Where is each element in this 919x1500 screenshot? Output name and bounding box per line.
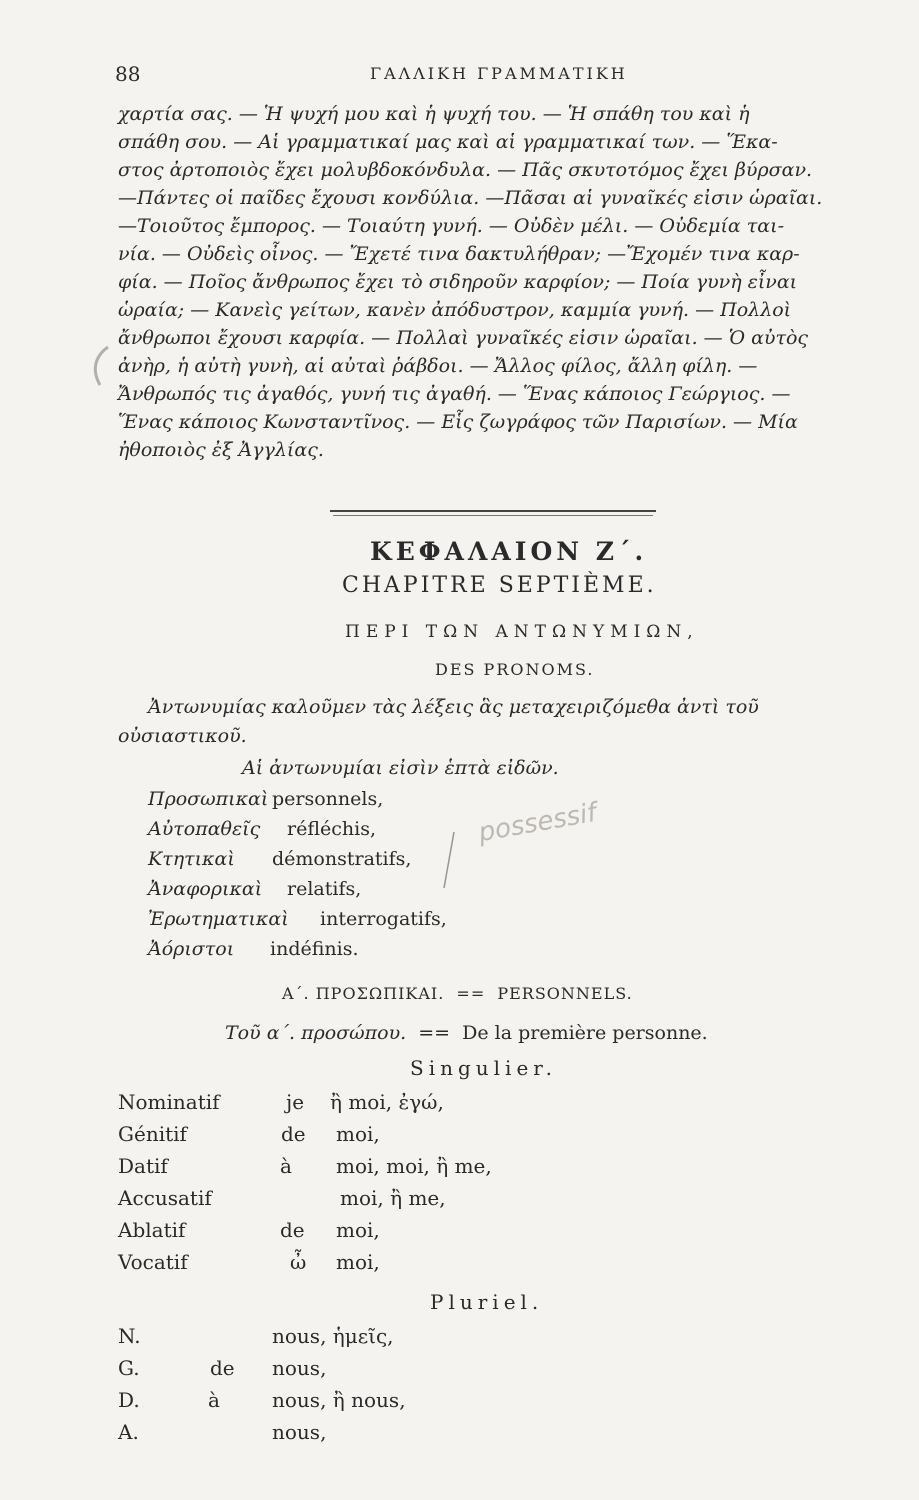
paragraph-line: ἀνὴρ, ἡ αὐτὴ γυνὴ, αἱ αὐταὶ ῥάβδοι. — Ἄλλος φίλος, ἄλλη φίλη. —: [118, 355, 758, 377]
case-prep: ὦ: [290, 1250, 307, 1274]
paragraph-line: Ἕνας κάποιος Κωνσταντῖνος. — Εἷς ζωγράφος τῶν Παρισίων. — Μία: [118, 411, 798, 433]
section-divider-thin: [333, 515, 653, 516]
case-prep: je: [286, 1090, 305, 1114]
case-forms: moi,: [336, 1122, 380, 1146]
case-forms: moi,: [336, 1250, 380, 1274]
chapter-title-french: CHAPITRE SEPTIÈME.: [342, 573, 657, 598]
case-name: A.: [118, 1420, 139, 1444]
case-name: Génitif: [118, 1122, 187, 1146]
paragraph-line: ἠθοποιὸς ἐξ Ἀγγλίας.: [118, 439, 324, 461]
section-divider: [330, 510, 656, 512]
subsection-greek: Τοῦ α΄. προσώπου.: [225, 1022, 407, 1044]
margin-pencil-stroke: [88, 345, 114, 389]
singular-heading: Singulier.: [410, 1056, 558, 1080]
paragraph-line: Ἄνθρωπός τις ἀγαθός, γυνή τις ἀγαθή. — Ἕνας κάποιος Γεώργιος. —: [118, 383, 791, 405]
chapter-title-greek: ΚΕΦΑΛΑΙΟΝ Ζ΄.: [370, 537, 648, 566]
case-forms: nous, ἡμεῖς,: [272, 1324, 394, 1348]
case-forms: nous, ἢ nous,: [272, 1388, 406, 1412]
case-name: Accusatif: [118, 1186, 212, 1210]
case-prep: à: [208, 1388, 220, 1412]
section-heading-french: PERSONNELS.: [497, 984, 633, 1003]
kind-french: réfléchis,: [287, 818, 376, 840]
paragraph-line: σπάθη σου. — Αἱ γραμματικαί μας καὶ αἱ γραμματικαί των. — Ἕκα-: [118, 131, 778, 153]
paragraph-line: ὡραία; — Κανεὶς γείτων, κανὲν ἀπόδυστρον, καμμία γυνή. — Πολλοὶ: [118, 299, 792, 321]
paragraph-line: στος ἀρτοποιὸς ἔχει μολυβδοκόνδυλα. — Πᾶς σκυτοτόμος ἔχει βύρσαν.: [118, 159, 813, 181]
case-prep: de: [280, 1218, 305, 1242]
case-forms: ἢ moi, ἐγώ,: [330, 1090, 444, 1114]
chapter-subject-french: DES PRONOMS.: [435, 660, 595, 679]
kind-greek: Ἐρωτηματικαὶ: [148, 908, 289, 930]
case-name: G.: [118, 1356, 140, 1380]
kind-french: personnels,: [272, 788, 384, 810]
margin-pencil-stroke: [440, 830, 460, 890]
paragraph-line: χαρτία σας. — Ἡ ψυχή μου καὶ ἡ ψυχή του. — Ἡ σπάθη του καὶ ἡ: [118, 103, 750, 125]
case-forms: nous,: [272, 1420, 327, 1444]
case-forms: moi,: [336, 1218, 380, 1242]
subsection-heading: [225, 1022, 708, 1044]
kind-french: indéfinis.: [270, 938, 359, 960]
kind-french: interrogatifs,: [320, 908, 447, 930]
case-name: Datif: [118, 1154, 168, 1178]
paragraph-line: ἄνθρωποι ἔχουσι καρφία. — Πολλαὶ γυναῖκές εἰσιν ὡραῖαι. — Ὁ αὐτὸς: [118, 327, 809, 349]
case-forms: moi, moi, ἢ me,: [336, 1154, 492, 1178]
intro-line: Ἀντωνυμίας καλοῦμεν τὰς λέξεις ἃς μεταχειριζόμεθα ἀντὶ τοῦ: [148, 696, 759, 718]
paragraph-line: νία. — Οὐδεὶς οἶνος. — Ἔχετέ τινα δακτυλήθραν; —Ἔχομέν τινα καρ-: [118, 243, 800, 265]
kind-greek: Κτητικαὶ: [148, 848, 235, 870]
page-number: 88: [115, 62, 141, 86]
subsection-equals: ==: [418, 1022, 451, 1044]
case-name: Nominatif: [118, 1090, 220, 1114]
kind-greek: Ἀόριστοι: [148, 938, 235, 960]
case-name: D.: [118, 1388, 140, 1412]
plural-heading: Pluriel.: [430, 1290, 544, 1314]
kind-greek: Αὐτοπαθεῖς: [148, 818, 261, 840]
case-prep: de: [210, 1356, 235, 1380]
case-name: N.: [118, 1324, 141, 1348]
section-heading: [282, 984, 633, 1003]
paragraph-line: —Τοιοῦτος ἔμπορος. — Τοιαύτη γυνή. — Οὐδὲν μέλι. — Οὐδεμία ται-: [118, 215, 785, 237]
intro-line: οὐσιαστικοῦ.: [118, 725, 247, 747]
section-heading-equals: ==: [456, 984, 486, 1003]
case-prep: à: [280, 1154, 292, 1178]
paragraph-line: φία. — Ποῖος ἄνθρωπος ἔχει τὸ σιδηροῦν καρφίον; — Ποία γυνὴ εἶναι: [118, 271, 798, 293]
chapter-subject-greek: ΠΕΡΙ ΤΩΝ ΑΝΤΩΝΥΜΙΩΝ,: [345, 622, 699, 642]
kind-french: démonstratifs,: [272, 848, 412, 870]
case-prep: de: [281, 1122, 306, 1146]
subsection-french: De la première personne.: [462, 1022, 708, 1044]
case-name: Vocatif: [118, 1250, 188, 1274]
kind-greek: Ἀναφορικαὶ: [148, 878, 263, 900]
case-forms: nous,: [272, 1356, 327, 1380]
handwritten-annotation: possessif: [476, 797, 599, 849]
kind-french: relatifs,: [287, 878, 362, 900]
case-forms: moi, ἢ me,: [340, 1186, 446, 1210]
paragraph-line: —Πάντες οἱ παῖδες ἔχουσι κονδύλια. —Πᾶσαι αἱ γυναῖκές εἰσιν ὡραῖαι.: [118, 187, 823, 209]
kind-greek: Προσωπικαὶ: [148, 788, 269, 810]
running-title: ΓΑΛΛΙΚΗ ΓΡΑΜΜΑΤΙΚΗ: [370, 64, 628, 83]
intro-line: Αἱ ἀντωνυμίαι εἰσὶν ἑπτὰ εἰδῶν.: [242, 757, 559, 779]
case-name: Ablatif: [118, 1218, 186, 1242]
section-heading-greek: Α΄. ΠΡΟΣΩΠΙΚΑΙ.: [282, 984, 445, 1003]
